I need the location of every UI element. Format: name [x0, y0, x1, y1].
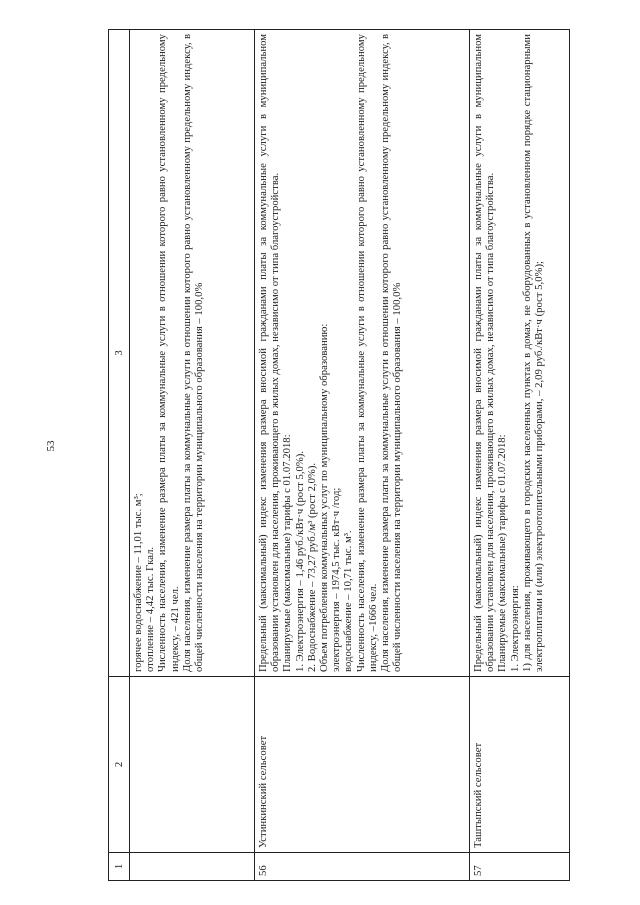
description-line: электроэнергия – 1974,5 тыс. кВт·ч /год; [330, 487, 343, 672]
header-col-1: 1 [109, 853, 130, 881]
municipality-name: Таштыпский сельсовет [470, 677, 570, 853]
description-line: отопление – 4,42 тыс. Гкал. [144, 546, 157, 672]
description-line: 2. Водоснабжение – 73,27 руб./м³ (рост 2,0%). [305, 462, 318, 672]
municipality-name [130, 677, 255, 853]
row-description [470, 30, 570, 677]
row-description [130, 30, 255, 677]
description-line: 1) для населения, проживающего в городских населенных пунктах в домах, не оборудованных в установленном порядке стационарными электроплитами и (или) электроотопительными приборами, – 2,09 руб./кВт·ч (рост 5,0%); [520, 34, 546, 672]
description-line: Доля населения, изменение размера платы за коммунальные услуги в отношении которого равно установленному предельному индексу, в общей численности населения на территории муниципального образования – 100,0% [180, 34, 206, 672]
table-row [130, 30, 255, 881]
row-description [255, 30, 470, 677]
description-line: горячее водоснабжение – 11,01 тыс. м³; [132, 493, 144, 672]
row-number: 57 [470, 853, 570, 881]
header-col-3: 3 [109, 30, 130, 677]
table-row [255, 30, 470, 881]
page-number: 53 [45, 440, 57, 452]
description-line: Доля населения, изменение размера платы за коммунальные услуги в отношении которого равно установленному предельному индексу, в общей численности населения на территории муниципального образования – 100,0% [379, 34, 404, 672]
description-line: Численность населения, изменение размера платы за коммунальные услуги в отношении которого равно установленному предельному индексу, –1666 чел. [354, 34, 379, 672]
description-line: 1. Электроэнергия – 1,46 руб./кВт·ч (рост 5,0%). [293, 451, 306, 672]
description-line: Планируемые (максимальные) тарифы с 01.07.2018: [281, 434, 294, 672]
description-line: Численность населения, изменение размера платы за коммунальные услуги в отношении которого равно установленному предельному индексу, – 421 чел. [156, 34, 181, 672]
description-line: водоснабжение – 10,71 тыс. м³. [342, 530, 355, 672]
description-line: Объем потребления коммунальных услуг по муниципальному образованию: [318, 323, 331, 672]
tariff-table [108, 29, 570, 881]
description-line: Предельный (максимальный) индекс изменения размера вносимой гражданами платы за коммунальные услуги в муниципальном образовании установлен для населения, проживающего в жилых домах, независимо от типа благоустройства. [472, 34, 497, 672]
row-number [130, 853, 255, 881]
table-row [470, 30, 570, 881]
table-header-row [109, 30, 130, 881]
description-line: Предельный (максимальный) индекс изменения размера вносимой гражданами платы за коммунальные услуги в муниципальном образовании установлен для населения, проживающего в жилых домах, независимо от типа благоустройства. [257, 34, 282, 672]
municipality-name: Устинкинский сельсовет [255, 677, 470, 853]
description-line: 1. Электроэнергия: [508, 585, 521, 672]
description-line: Планируемые (максимальные) тарифы с 01.07.2018: [496, 434, 509, 672]
header-col-2: 2 [109, 677, 130, 853]
row-number: 56 [255, 853, 470, 881]
